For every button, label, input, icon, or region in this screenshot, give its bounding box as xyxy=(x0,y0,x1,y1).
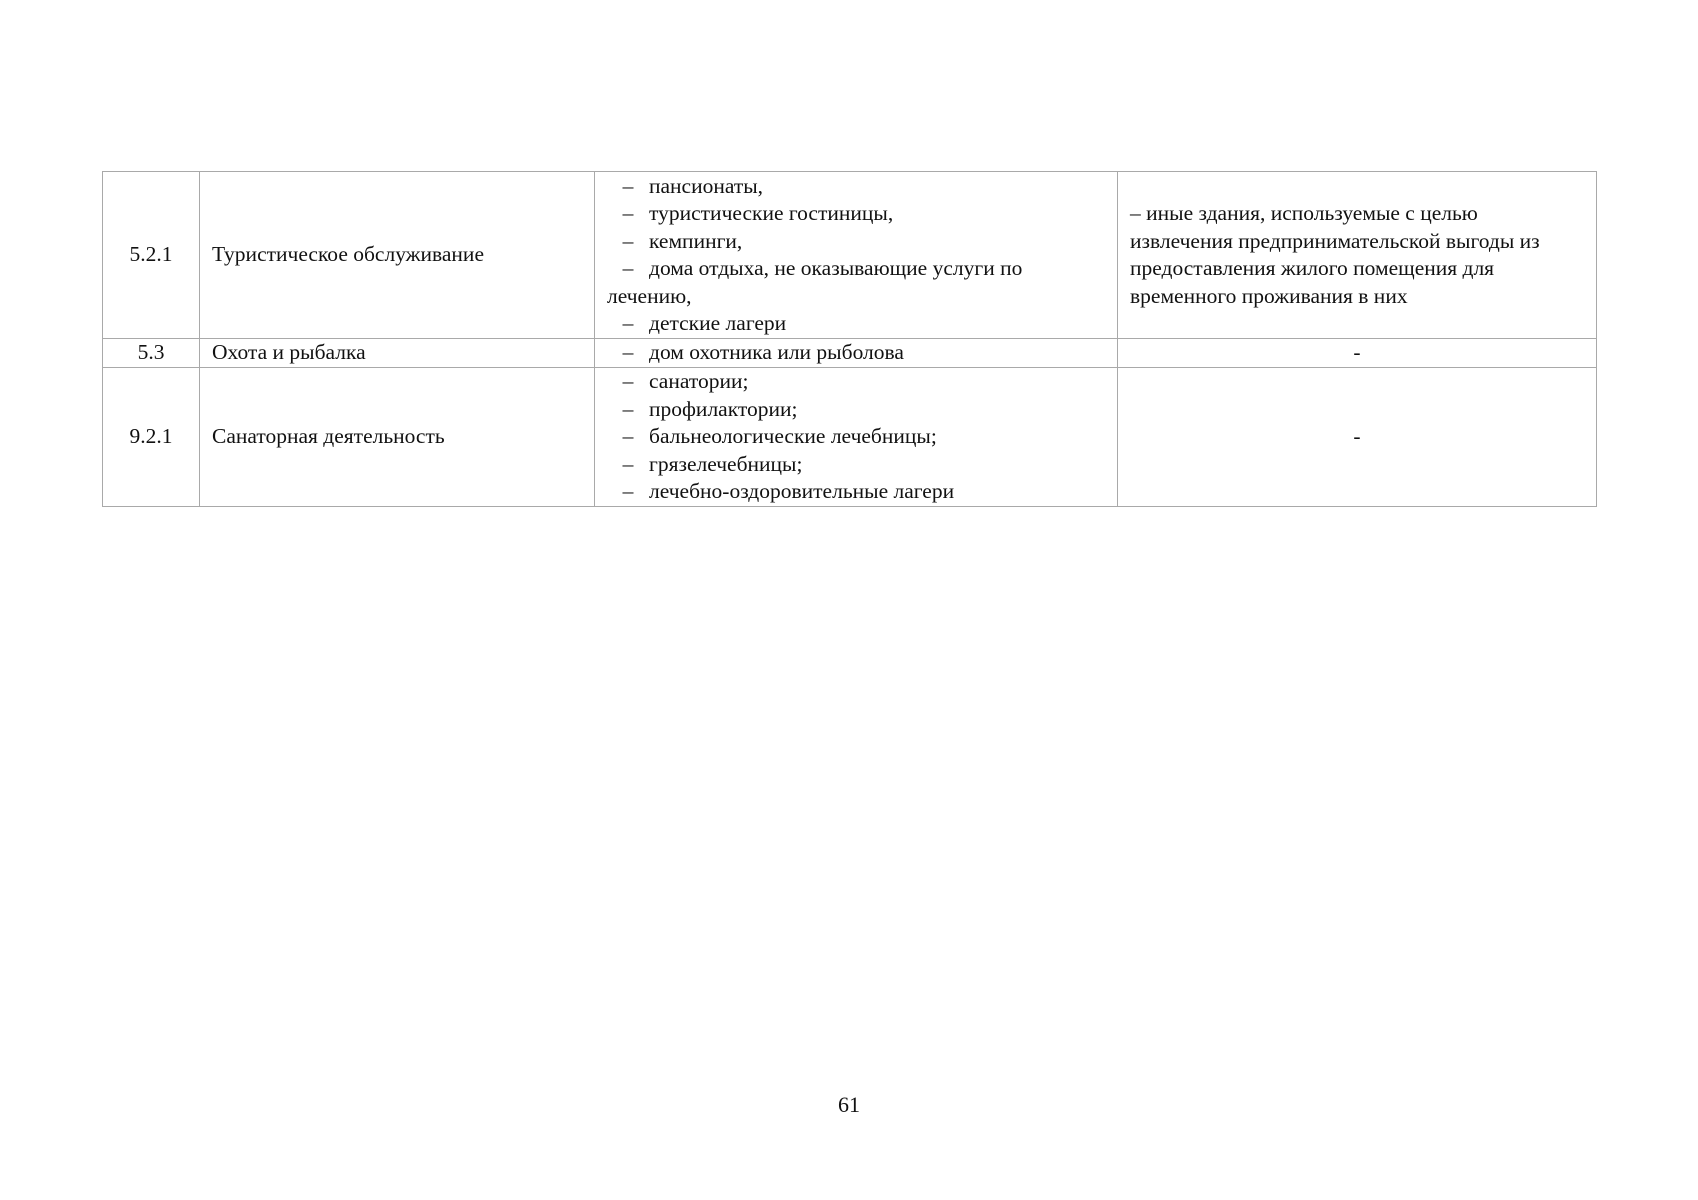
dash-marker: – xyxy=(622,228,634,253)
row-code-cell: 5.2.1 xyxy=(103,172,200,339)
row-items-cell xyxy=(595,339,1118,368)
row-name-cell: Санаторная деятельность xyxy=(200,368,595,507)
list-item: – санатории; xyxy=(607,368,1105,396)
dash-marker: – xyxy=(622,340,634,365)
list-item: – кемпинги, xyxy=(607,228,1105,256)
row-name-cell: Туристическое обслуживание xyxy=(200,172,595,339)
dash-marker: – xyxy=(622,369,634,394)
list-item: – детские лагери xyxy=(607,310,1105,338)
list-item: – дома отдыха, не оказывающие услуги по лечению, xyxy=(607,256,1023,308)
row-name-cell: Охота и рыбалка xyxy=(200,339,595,368)
dash-marker: – xyxy=(622,479,634,504)
row-code-cell: 9.2.1 xyxy=(103,368,200,507)
list-item: – дом охотника или рыболова xyxy=(607,339,1105,367)
dash-marker: – xyxy=(622,396,634,421)
row-extra-cell: - xyxy=(1118,368,1597,507)
row-code-cell: 5.3 xyxy=(103,339,200,368)
dash-marker: – xyxy=(622,311,634,335)
land-use-table xyxy=(102,171,1597,507)
row-extra-cell: - xyxy=(1118,339,1597,368)
list-item: – профилактории; xyxy=(607,396,1105,424)
dash-marker: – xyxy=(622,256,634,280)
table-row xyxy=(103,368,1597,507)
row-extra-cell: – иные здания, используемые с целью извлечения предпринимательской выгоды из предоставления жилого помещения для временного проживания в них xyxy=(1118,172,1597,339)
list-item: – грязелечебницы; xyxy=(607,451,1105,479)
page-number: 61 xyxy=(838,1092,860,1117)
list-item: – пансионаты, xyxy=(607,173,1105,201)
list-item: – туристические гостиницы, xyxy=(607,200,1105,228)
row-items-cell xyxy=(595,368,1118,507)
dash-marker: – xyxy=(622,451,634,476)
list-item: – лечебно-оздоровительные лагери xyxy=(607,478,1105,506)
list-item: – бальнеологические лечебницы; xyxy=(607,423,1105,451)
table-row xyxy=(103,172,1597,339)
table-row xyxy=(103,339,1597,368)
dash-marker: – xyxy=(622,424,634,449)
dash-marker: – xyxy=(622,201,634,225)
dash-marker: – xyxy=(622,173,634,198)
row-items-cell xyxy=(595,172,1118,339)
